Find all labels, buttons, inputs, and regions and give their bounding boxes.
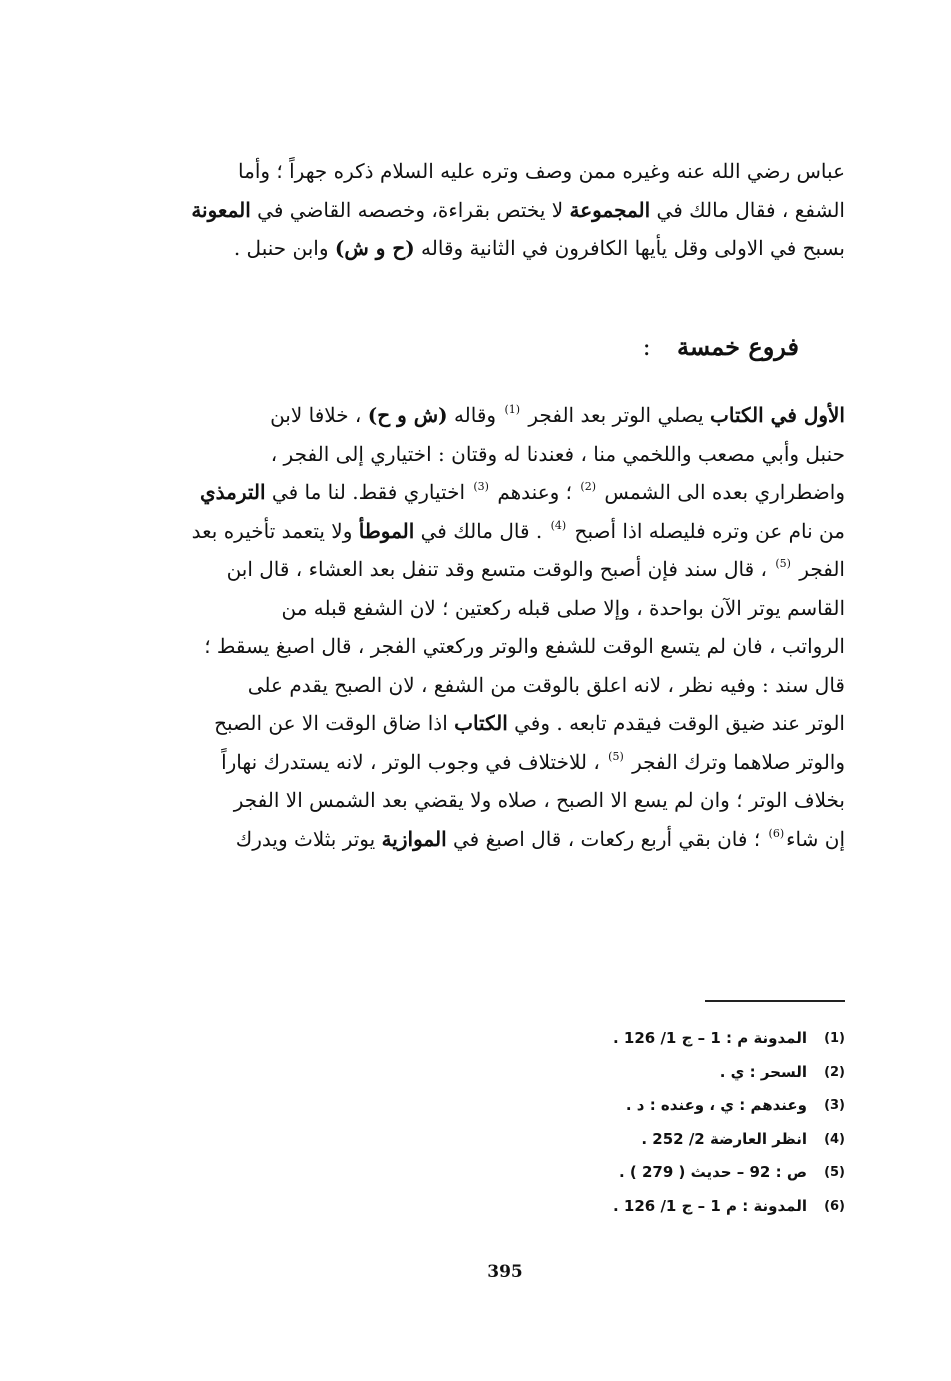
footnote-marker: (5) [608,749,624,763]
text-run: حنبل وأبي مصعب واللخمي منا ، فعندنا له وقتان : اختياري إلى الفجر ، [270,441,845,466]
footnote-text: انظر العارضة 2/ 252 . [641,1129,807,1148]
paragraph-main [177,396,845,858]
footnote-number: (1) [824,1031,845,1046]
text-line [177,666,845,705]
bold-term: (ش و ح) [367,403,448,427]
text-run: يصلي الوتر بعد الفجر [522,403,711,427]
text-line [177,550,845,589]
text-run: بسبح في الاولى وقل يأيها الكافرون في الثانية وقاله [414,236,845,260]
text-run: لا يختص بقراءة، وخصصه القاضي في [250,197,570,222]
text-run: اذا ضاق الوقت الا عن الصبح [214,711,455,735]
footnote-number: (5) [824,1165,845,1180]
text-line [177,396,845,435]
footnotes [325,1022,845,1223]
text-line [177,820,845,859]
bold-term: الكتاب [454,711,508,735]
footnote-number: (2) [824,1064,845,1080]
text-line [177,152,845,191]
text-run: ؛ فان بقي أربع ركعات ، قال اصبغ في [446,826,767,851]
text-run: الرواتب ، فان لم يتسع الوقت للشفع والوتر وركعتي الفجر ، قال اصبغ يسقط ؛ [204,634,845,658]
section-heading-colon: : [642,333,651,361]
page-number: 395 [487,1262,523,1282]
text-run: من نام عن وتره فليصله اذا أصبح [568,518,845,543]
footnote-marker: (5) [775,557,791,570]
text-run: القاسم يوتر الآن بواحدة ، وإلا صلى قبله ركعتين ؛ لان الشفع قبله من [281,595,845,620]
footnote-marker: (3) [473,480,489,493]
footnote-text: وعندهم : ي ، وعنده : د . [625,1096,807,1114]
bold-term: (ح و ش) [334,236,415,260]
footnote-marker: (1) [504,403,521,416]
text-line [177,191,845,230]
footnote-text: المدونة : م 1 – ج 1/ 126 . [612,1196,807,1215]
text-run: قال سند : وفيه نظر ، لانه اعلق بالوقت من الشفع ، لان الصبح يقدم على [247,672,845,697]
text-line [177,229,845,268]
paragraph-top [177,152,845,268]
section-heading [643,328,799,366]
text-run: ، خلافا لابن [270,403,368,427]
text-run: يوتر بثلاث ويدرك [235,826,382,851]
bold-term: الأول في الكتاب [710,403,845,427]
text-run: الوتر عند ضيق الوقت فيقدم تابعه . وفي [507,711,845,735]
text-line [177,473,845,512]
text-run: وقاله [447,403,503,427]
footnote-number: (4) [824,1131,845,1147]
bold-term: الموازية [381,826,447,851]
footnote-text: المدونة م : 1 – ج 1/ 126 . [612,1029,807,1047]
footnote-separator [705,1000,845,1002]
text-run: بخلاف الوتر ؛ وان لم يسع الا الصبح ، صلاه ولا يقضي بعد الشمس الا الفجر [233,788,845,812]
text-run: والوتر صلاهما وترك الفجر [625,749,845,774]
text-run: ؛ وعندهم [490,480,579,504]
text-run: ولا يتعمد تأخيره بعد [191,518,359,543]
footnote-item [325,1022,845,1056]
text-line [177,627,845,666]
footnote-text: السحر : ي . [719,1062,807,1081]
text-run: إن شاء [786,826,845,851]
footnote-item [325,1056,845,1090]
text-line [177,781,845,820]
footnote-number: (6) [824,1198,845,1214]
footnote-item [325,1156,845,1190]
bold-term: الترمذي [199,480,266,504]
footnote-marker: (6) [768,826,785,840]
bold-term: الموطأ [358,518,415,543]
text-run: الشفع ، فقال مالك في [650,197,845,222]
bold-term: المجموعة [569,197,651,222]
text-line [177,589,845,628]
bold-term: المعونة [191,197,251,222]
text-run: . قال مالك في [414,518,549,543]
footnote-marker: (4) [550,518,567,532]
text-line [177,704,845,743]
text-run: اختياري فقط. لنا ما في [265,480,472,504]
text-run: الفجر [792,557,845,581]
footnote-item [325,1190,845,1224]
section-heading-title: فروع خمسة [677,332,799,361]
text-line [177,743,845,782]
footnote-item [325,1089,845,1123]
text-line [177,512,845,551]
text-run: وابن حنبل . [233,236,335,260]
footnote-text: ص : 92 – حديث ( 279 ) . [618,1163,807,1181]
text-line [177,435,845,474]
text-run: عباس رضي الله عنه وغيره ممن وصف وتره عليه السلام ذكره جهراً ؛ وأما [238,159,845,183]
footnote-marker: (2) [580,480,596,493]
text-run: ، للاختلاف في وجوب الوتر ، لانه يستدرك نهاراً [221,749,607,774]
text-run: واضطراري بعده الى الشمس [597,480,845,504]
footnote-item [325,1123,845,1157]
text-run: ، قال سند فإن أصبح والوقت متسع وقد تنفل بعد العشاء ، قال ابن [226,557,774,581]
footnote-number: (3) [824,1098,845,1113]
